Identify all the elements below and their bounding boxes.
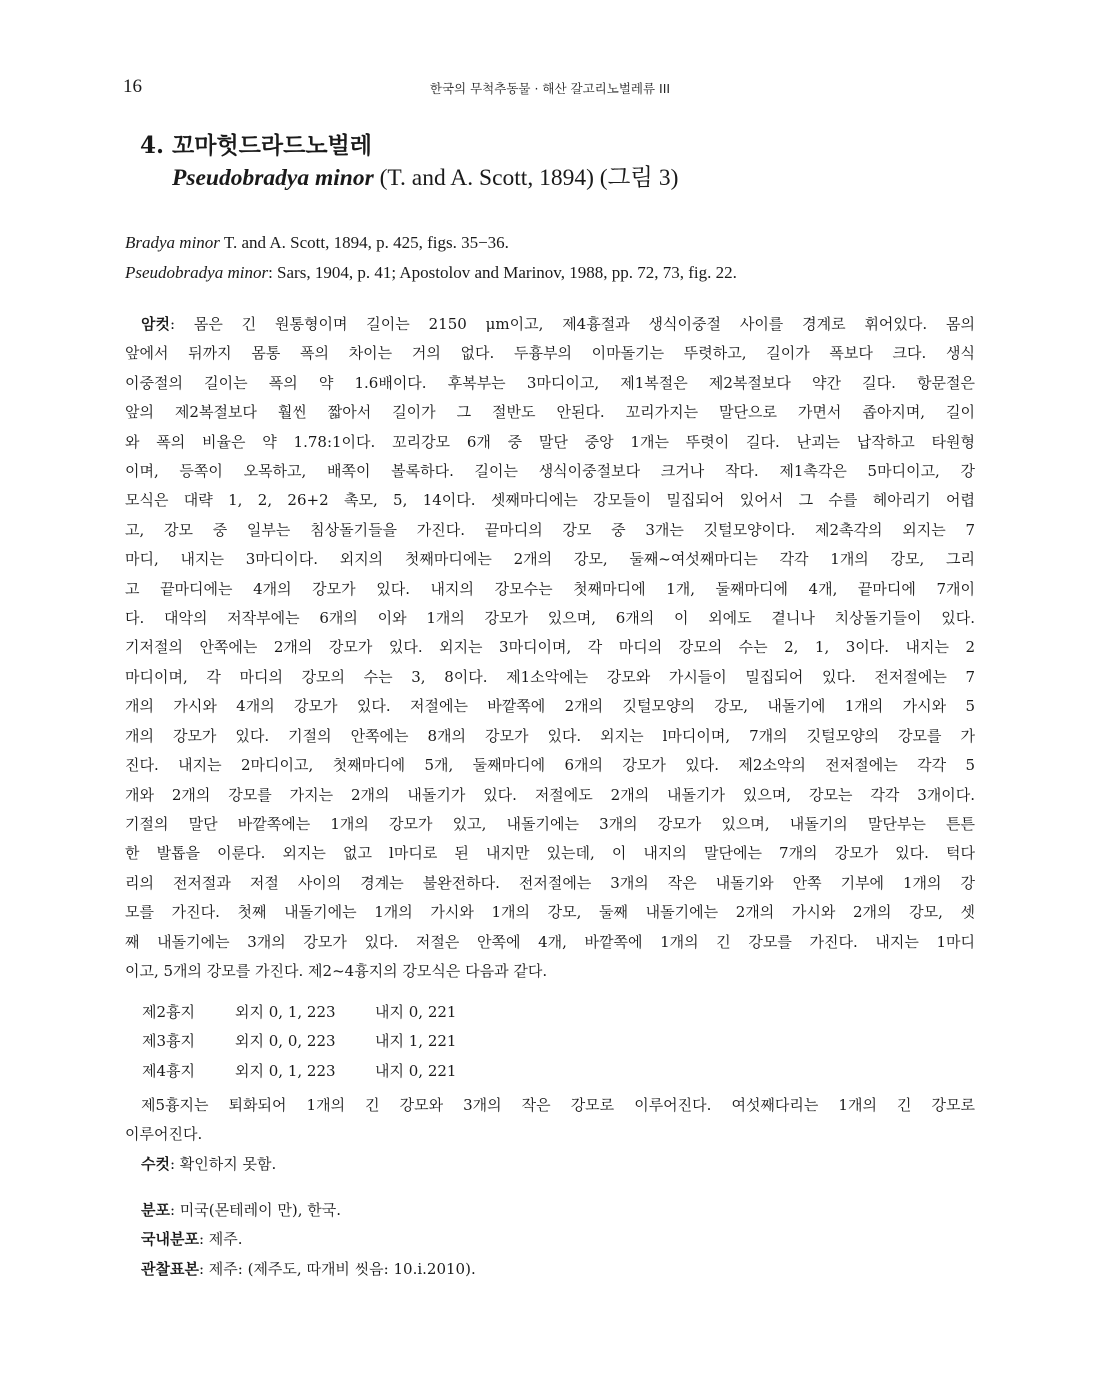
description-line: [125, 457, 975, 486]
synonym-citation: T. and A. Scott, 1894, p. 425, figs. 35−36.: [219, 233, 509, 252]
leg5-line: 이루어진다.: [125, 1125, 203, 1144]
description-text: 개의 가시와 4개의 강모가 있다. 저절에는 바깥쪽에 2개의 깃털모양의 강모, 내돌기에 1개의 가시와 5: [125, 697, 975, 716]
leg-setation-formula: [142, 998, 456, 1086]
female-label: 암컷: [141, 315, 170, 333]
domestic-text: : 제주.: [198, 1230, 243, 1249]
formula-endopod: 내지 0, 221: [375, 1003, 457, 1021]
domestic-label: 국내분포: [141, 1230, 199, 1249]
description-line: [125, 575, 975, 604]
description-line: [125, 604, 975, 633]
formula-row: [142, 1057, 456, 1086]
distribution-line: [125, 1196, 975, 1225]
description-text: 한 발톱을 이룬다. 외지는 없고 l마디로 된 내지만 있는데, 이 내지의 말단에는 7개의 강모가 있다. 턱다: [125, 844, 975, 863]
formula-endopod: 내지 1, 221: [375, 1032, 457, 1051]
distribution-section: [125, 1196, 975, 1284]
description-text: 고 끝마디에는 4개의 강모가 있다. 내지의 강모수는 첫째마디에 1개, 둘째마디에 4개, 끝마디에 7개이: [125, 579, 975, 598]
formula-leg: 제2흉지: [142, 1003, 196, 1021]
description-line: [125, 516, 975, 545]
description-text: 째 내돌기에는 3개의 강모가 있다. 저절은 안쪽에 4개, 바깥쪽에 1개의 긴 강모를 가진다. 내지는 1마디: [125, 932, 975, 951]
description-line: [125, 398, 975, 427]
distribution-label: 분포: [141, 1201, 170, 1219]
synonym-entry: [125, 228, 985, 258]
leg5-line: 제5흉지는 퇴화되어 1개의 긴 강모와 3개의 작은 강모로 이루어진다. 여섯째다리는 1개의 긴 강모로: [141, 1096, 975, 1114]
description-text: 앞의 제2복절보다 훨씬 짧아서 길이가 그 절반도 안된다. 꼬리가지는 말단으로 가면서 좁아지며, 길이: [125, 403, 975, 422]
description-text: 이중절의 길이는 폭의 약 1.6배이다. 후복부는 3마디이고, 제1복절은 제2복절보다 약간 길다. 항문절은: [125, 373, 975, 392]
description-line: [125, 339, 975, 368]
description-line: [125, 839, 975, 868]
male-text: : 확인하지 못함.: [169, 1154, 277, 1173]
species-heading: [140, 130, 678, 194]
description-line: [125, 957, 975, 986]
male-label: 수컷: [141, 1154, 170, 1173]
description-text: 기절의 말단 바깥쪽에는 1개의 강모가 있고, 내돌기에는 3개의 강모가 있으며, 내돌기의 말단부는 튼튼: [125, 814, 975, 833]
description-text: 와 폭의 비율은 약 1.78:1이다. 꼬리강모 6개 중 말단 중앙 1개는 뚜렷이 길다. 난괴는 납작하고 타원형: [125, 432, 975, 451]
running-title: 한국의 무척추동물 · 해산 갈고리노벌레류 III: [429, 81, 671, 96]
description-text: 개와 2개의 강모를 가지는 2개의 내돌기가 있다. 저절에도 2개의 내돌기가 있으며, 강모는 각각 3개이다.: [125, 785, 975, 804]
description-text: 다. 대악의 저작부에는 6개의 이와 1개의 강모가 있으며, 6개의 이 외에도 곁니나 치상돌기들이 있다.: [125, 609, 975, 628]
domestic-distribution-line: [125, 1225, 975, 1254]
description-line: [125, 751, 975, 780]
distribution-text: : 미국(몬테레이 만), 한국.: [169, 1201, 341, 1219]
specimens-text: : 제주: (제주도, 따개비 씻음: 10.i.2010).: [198, 1259, 476, 1278]
specimens-label: 관찰표본: [141, 1259, 199, 1278]
description-line: [125, 898, 975, 927]
page-number: 16: [123, 76, 142, 97]
description-line: [125, 722, 975, 751]
synonym-name: Pseudobradya minor: [125, 263, 269, 282]
description-text: 모식은 대략 1, 2, 26+2 촉모, 5, 14이다. 셋째마디에는 강모들이 밀집되어 있어서 그 수를 헤아리기 어렵: [125, 491, 975, 510]
formula-row: [142, 1027, 456, 1056]
formula-endopod: 내지 0, 221: [375, 1061, 457, 1080]
male-description: [125, 1150, 975, 1179]
sci-name: Pseudobradya minor: [172, 165, 374, 191]
formula-leg: 제4흉지: [142, 1061, 196, 1080]
description-text: 고, 강모 중 일부는 침상돌기들을 가진다. 끝마디의 강모 중 3개는 깃털모양이다. 제2촉각의 외지는 7: [125, 520, 975, 539]
synonym-name: Bradya minor: [125, 233, 220, 252]
species-scientific-name: [140, 162, 678, 194]
running-header: [123, 76, 977, 100]
description-text: 개의 강모가 있다. 기절의 안쪽에는 8개의 강모가 있다. 외지는 l마디이며, 7개의 깃털모양의 강모를 가: [125, 726, 975, 745]
description-line: [125, 869, 975, 898]
description-line: [125, 781, 975, 810]
description-text: 기저절의 안쪽에는 2개의 강모가 있다. 외지는 3마디이며, 각 마디의 강모의 수는 2, 1, 3이다. 내지는 2: [125, 638, 975, 657]
species-number-title: 4. 꼬마헛드라드노벌레: [140, 132, 372, 159]
description-line: [125, 428, 975, 457]
authority: (T. and A. Scott, 1894) (그림 3): [379, 165, 679, 191]
female-description: [125, 310, 975, 986]
description-line: [125, 663, 975, 692]
description-text: 모를 가진다. 첫째 내돌기에는 1개의 가시와 1개의 강모, 둘째 내돌기에는 2개의 가시와 2개의 강모, 셋: [125, 903, 975, 922]
description-text: 이며, 등쪽이 오목하고, 배쪽이 볼록하다. 길이는 생식이중절보다 크거나 작다. 제1촉각은 5마디이고, 강: [125, 462, 975, 481]
description-line: [125, 369, 975, 398]
description-text: 앞에서 뒤까지 몸통 폭의 차이는 거의 없다. 두흉부의 이마돌기는 뚜렷하고, 길이가 폭보다 크다. 생식: [125, 344, 975, 363]
leg5-description: [125, 1091, 975, 1179]
description-line: [125, 486, 975, 515]
description-line: [125, 692, 975, 721]
specimens-line: [125, 1255, 975, 1284]
description-line: [125, 928, 975, 957]
description-line: [125, 633, 975, 662]
formula-exopod: 외지 0, 0, 223: [235, 1032, 336, 1051]
description-text: 마디이며, 각 마디의 강모의 수는 3, 8이다. 제1소악에는 강모와 가시들이 밀집되어 있다. 전저절에는 7: [125, 667, 975, 686]
description-text: : 몸은 긴 원통형이며 길이는 2150 μm이고, 제4흉절과 생식이중절 사이를 경계로 휘어있다. 몸의: [169, 315, 975, 333]
description-line: [125, 545, 975, 574]
description-text: 리의 전저절과 저절 사이의 경계는 불완전하다. 전저절에는 3개의 작은 내돌기와 안쪽 기부에 1개의 강: [125, 873, 975, 892]
formula-exopod: 외지 0, 1, 223: [235, 1061, 336, 1080]
formula-leg: 제3흉지: [142, 1032, 196, 1051]
description-line: [125, 310, 975, 339]
formula-row: [142, 998, 456, 1027]
description-text: 진다. 내지는 2마디이고, 첫째마디에 5개, 둘째마디에 6개의 강모가 있다. 제2소악의 전저절에는 각각 5: [125, 756, 975, 775]
description-text: 마디, 내지는 3마디이다. 외지의 첫째마디에는 2개의 강모, 둘째~여섯째마디는 각각 1개의 강모, 그리: [125, 550, 975, 569]
formula-exopod: 외지 0, 1, 223: [235, 1003, 336, 1021]
synonym-citation: : Sars, 1904, p. 41; Apostolov and Marinov, 1988, pp. 72, 73, fig. 22.: [268, 263, 737, 282]
synonym-entry: [125, 258, 985, 288]
description-text: 이고, 5개의 강모를 가진다. 제2~4흉지의 강모식은 다음과 같다.: [125, 961, 548, 980]
description-line: [125, 810, 975, 839]
synonym-list: [125, 228, 985, 288]
